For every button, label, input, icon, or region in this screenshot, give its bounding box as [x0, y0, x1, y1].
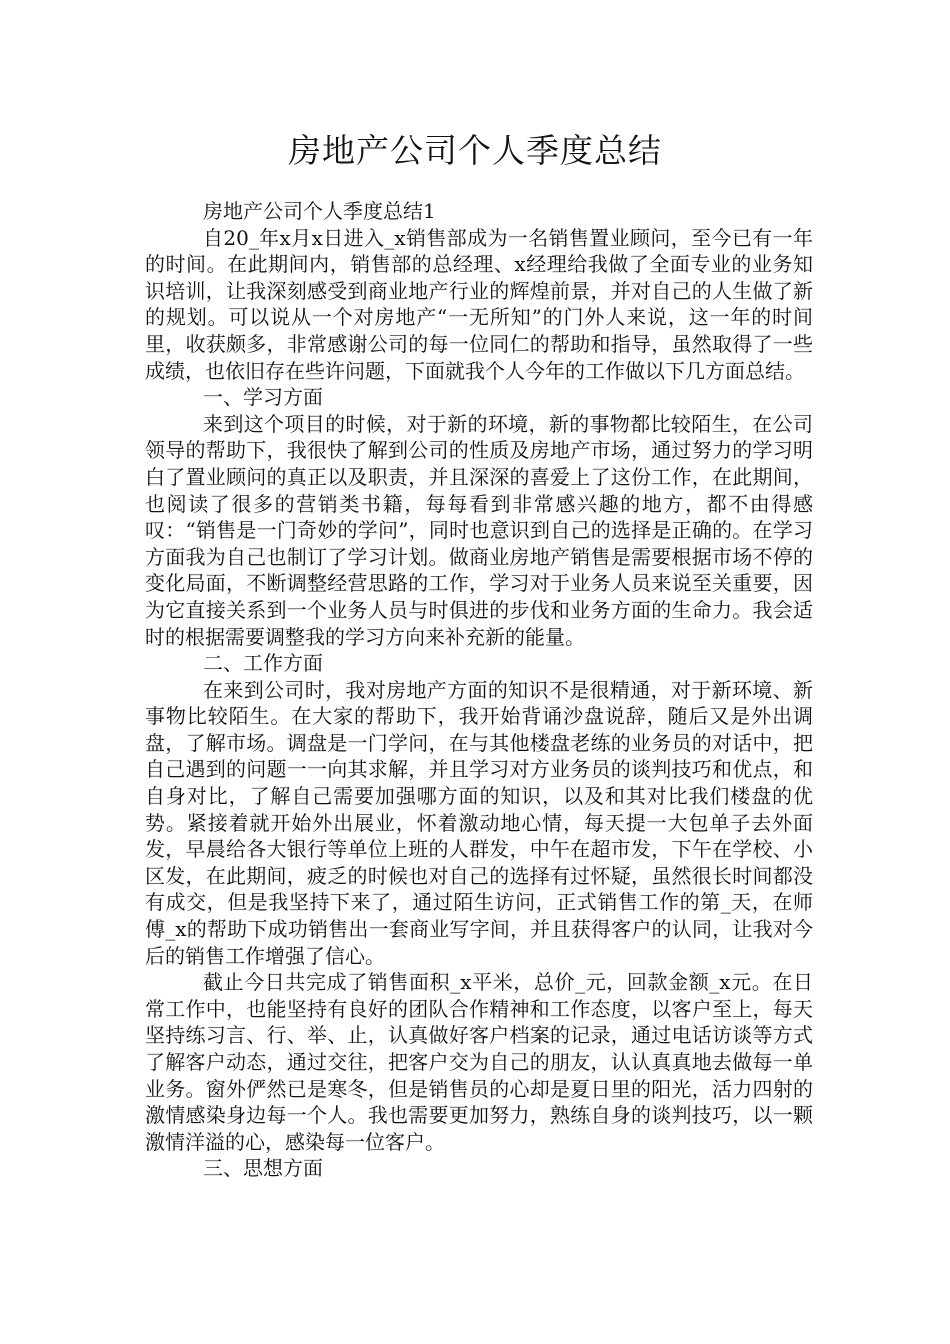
heading-study: 一、学习方面 [203, 385, 323, 410]
heading-thought: 三、思想方面 [203, 1156, 323, 1181]
section-subtitle: 房地产公司个人季度总结1 [203, 199, 436, 223]
heading-work: 二、工作方面 [203, 651, 323, 676]
intro-paragraph: 自20_年x月x日进入_x销售部成为一名销售置业顾问，至今已有一年的时间。在此期间内，销售部的总经理、x经理给我做了全面专业的业务知识培训，让我深刻感受到商业地产行业的辉煌前景，并对自己的人生做了新的规划。可以说从一个对房地产“一无所知”的门外人来说，这一年的时间里，收获颇多，非常感谢公司的每一位同仁的帮助和指导，虽然取得了一些成绩，也依旧存在些许问题，下面就我个人今年的工作做以下几方面总结。 [145, 225, 813, 383]
document-title: 房地产公司个人季度总结 [288, 131, 662, 170]
study-paragraph: 来到这个项目的时候，对于新的环境，新的事物都比较陌生，在公司领导的帮助下，我很快了解到公司的性质及房地产市场，通过努力的学习明白了置业顾问的真正以及职责，并且深深的喜爱上了这份工作，在此期间，也阅读了很多的营销类书籍，每每看到非常感兴趣的地方，都不由得感叹：“销售是一门奇妙的学问”，同时也意识到自己的选择是正确的。在学习方面我为自己也制订了学习计划。做商业房地产销售是需要根据市场不停的变化局面，不断调整经营思路的工作，学习对于业务人员来说至关重要，因为它直接关系到一个业务人员与时俱进的步伐和业务方面的生命力。我会适时的根据需要调整我的学习方向来补充新的能量。 [145, 411, 813, 649]
results-paragraph: 截止今日共完成了销售面积_x平米，总价_元，回款金额_x元。在日常工作中，也能坚持有良好的团队合作精神和工作态度，以客户至上，每天坚持练习言、行、举、止，认真做好客户档案的记录，通过电话访谈等方式了解客户动态，通过交往，把客户交为自己的朋友，认认真真地去做每一单业务。窗外俨然已是寒冬，但是销售员的心却是夏日里的阳光，活力四射的激情感染身边每一个人。我也需要更加努力，熟练自身的谈判技巧，以一颗激情洋溢的心，感染每一位客户。 [145, 970, 813, 1154]
work-paragraph: 在来到公司时，我对房地产方面的知识不是很精通，对于新环境、新事物比较陌生。在大家的帮助下，我开始背诵沙盘说辞，随后又是外出调盘，了解市场。调盘是一门学问，在与其他楼盘老练的业务员的对话中，把自己遇到的问题一一向其求解，并且学习对方业务员的谈判技巧和优点，和自身对比，了解自己需要加强哪方面的知识，以及和其对比我们楼盘的优势。紧接着就开始外出展业，怀着激动地心情，每天提一大包单子去外面发，早晨给各大银行等单位上班的人群发，中午在超市发，下午在学校、小区发，在此期间，疲乏的时候也对自己的选择有过怀疑，虽然很长时间都没有成交，但是我坚持下来了，通过陌生访问，正式销售工作的第_天，在师傅_x的帮助下成功销售出一套商业写字间，并且获得客户的认同，让我对今后的销售工作增强了信心。 [145, 677, 813, 968]
document-body [145, 198, 813, 1182]
